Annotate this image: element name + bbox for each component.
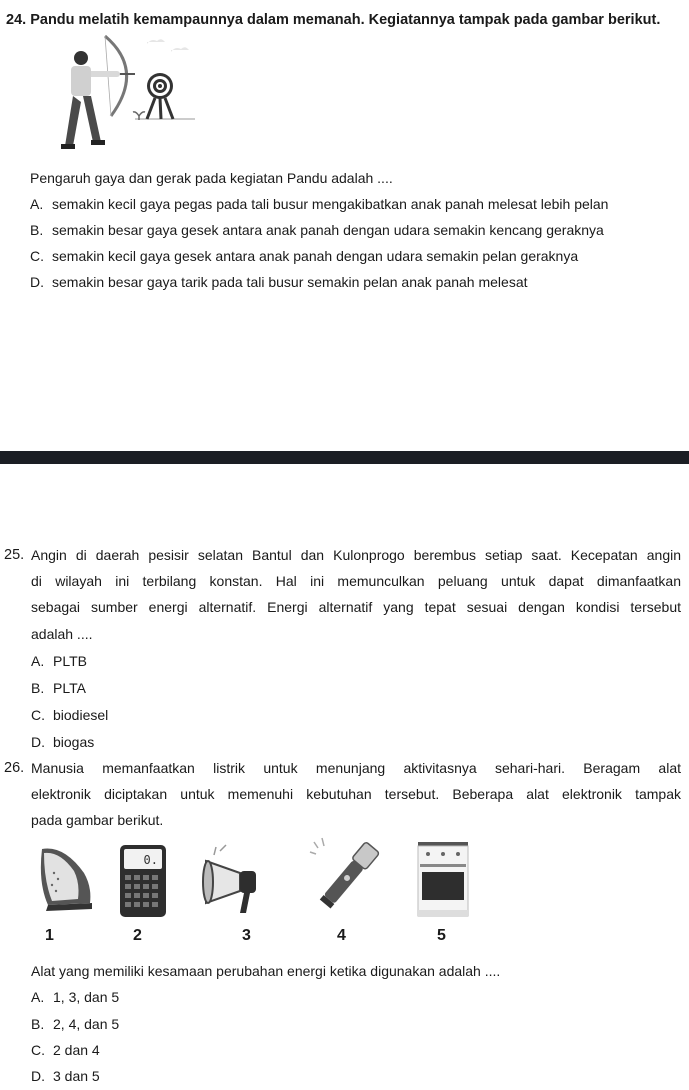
q24-option-b[interactable]: [30, 222, 604, 238]
q26-option-b[interactable]: [31, 1016, 119, 1032]
q25-line-2: di wilayah ini terbilang konstan. Hal ini memunculkan peluang untuk dapat dimanfaatkan: [31, 573, 681, 589]
q25-number: 25.: [4, 547, 25, 563]
cloud-icon: [147, 39, 165, 44]
q26-option-d[interactable]: [31, 1068, 100, 1084]
option-text: 2 dan 4: [53, 1042, 100, 1058]
q25-line-1: Angin di daerah pesisir selatan Bantul dan Kulonprogo berembus setiap saat. Kecepatan angin: [31, 547, 681, 563]
option-letter: C.: [31, 707, 45, 723]
q26-line-3: pada gambar berikut.: [31, 812, 164, 828]
calculator-display: 0.: [143, 853, 158, 867]
q25-line-4: adalah ....: [31, 626, 93, 642]
option-text: semakin kecil gaya pegas pada tali busur mengakibatkan anak panah melesat lebih pelan: [52, 196, 609, 212]
option-text: PLTB: [53, 653, 87, 669]
option-text: 1, 3, dan 5: [53, 989, 120, 1005]
option-letter: D.: [31, 1068, 45, 1084]
q24-option-d[interactable]: [30, 274, 528, 290]
cloud-icon: [171, 47, 189, 52]
q26-option-c[interactable]: [31, 1042, 100, 1058]
q24-option-c[interactable]: [30, 248, 578, 264]
q26-number: 26.: [4, 760, 25, 776]
q26-option-a[interactable]: [31, 989, 119, 1005]
option-letter: D.: [30, 274, 44, 290]
option-text: 3 dan 5: [53, 1068, 100, 1084]
q25-option-c[interactable]: [31, 707, 108, 723]
q25-option-d[interactable]: [31, 734, 94, 750]
option-letter: A.: [31, 989, 45, 1005]
q24-question: Pengaruh gaya dan gerak pada kegiatan Pandu adalah ....: [30, 170, 393, 186]
flashlight-icon: [308, 836, 386, 920]
option-letter: B.: [30, 222, 44, 238]
page-divider: [0, 451, 689, 464]
option-letter: A.: [30, 196, 44, 212]
iron-icon: [34, 843, 96, 919]
q24-stem-text: Pandu melatih kemampaunnya dalam memanah. Kegiatannya tampak pada gambar berikut.: [30, 12, 661, 28]
q26-line-1: Manusia memanfaatkan listrik untuk menunjang aktivitasnya sehari-hari. Beragam alat: [31, 760, 681, 776]
option-letter: B.: [31, 1016, 45, 1032]
q25-option-a[interactable]: [31, 653, 87, 669]
stove-oven-icon: [414, 840, 472, 920]
q24-option-a[interactable]: [30, 196, 608, 212]
calculator-icon: [118, 843, 170, 919]
megaphone-icon: [200, 843, 270, 921]
option-letter: A.: [31, 653, 45, 669]
item-label-5: 5: [437, 927, 446, 944]
option-letter: C.: [30, 248, 44, 264]
option-text: semakin besar gaya gesek antara anak panah dengan udara semakin kencang geraknya: [52, 222, 604, 238]
option-text: biogas: [53, 734, 95, 750]
item-label-2: 2: [133, 927, 142, 944]
q24-stem: [6, 12, 660, 28]
q25-option-b[interactable]: [31, 680, 86, 696]
option-text: PLTA: [53, 680, 86, 696]
q26-line-2: elektronik diciptakan untuk memenuhi kebutuhan tersebut. Beberapa alat elektronik tampak: [31, 786, 681, 802]
option-letter: D.: [31, 734, 45, 750]
option-text: 2, 4, dan 5: [53, 1016, 120, 1032]
option-text: semakin kecil gaya gesek antara anak panah dengan udara semakin pelan geraknya: [52, 248, 579, 264]
archery-target-icon: [147, 73, 173, 119]
option-letter: B.: [31, 680, 45, 696]
q24-number: 24.: [6, 12, 27, 28]
item-label-4: 4: [337, 927, 346, 944]
archery-illustration: [55, 30, 205, 158]
item-label-3: 3: [242, 927, 251, 944]
q26-question: Alat yang memiliki kesamaan perubahan energi ketika digunakan adalah ....: [31, 963, 501, 979]
option-text: semakin besar gaya tarik pada tali busur semakin pelan anak panah melesat: [52, 274, 528, 290]
item-label-1: 1: [45, 927, 54, 944]
q25-line-3: sebagai sumber energi alternatif. Energi alternatif yang tepat sesuai dengan kondisi tersebut: [31, 599, 681, 615]
option-text: biodiesel: [53, 707, 109, 723]
option-letter: C.: [31, 1042, 45, 1058]
